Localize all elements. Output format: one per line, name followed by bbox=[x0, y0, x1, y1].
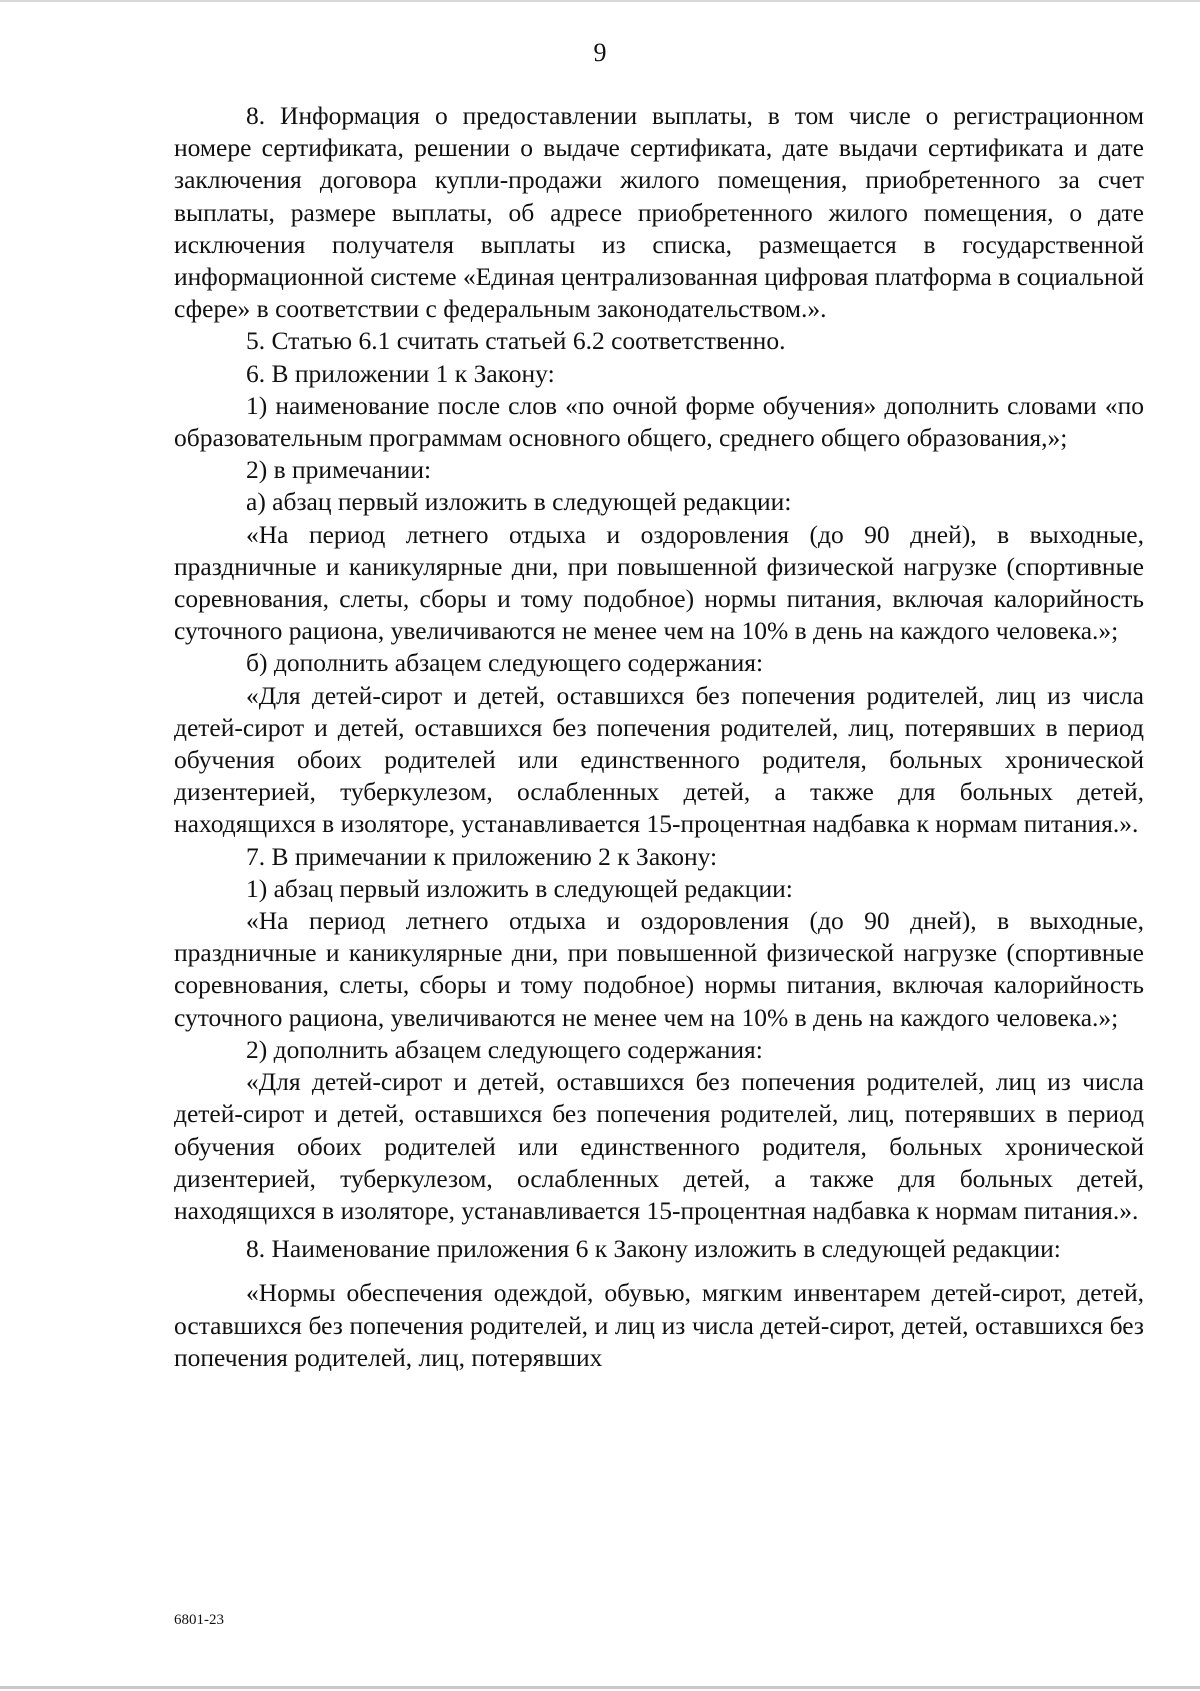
paragraph-item-7-appendix-2: 7. В примечании к приложению 2 к Закону: bbox=[246, 841, 718, 871]
scan-edge-bottom bbox=[0, 1686, 1200, 1689]
paragraph-subitem-1-first-para: 1) абзац первый изложить в следующей редакции: bbox=[246, 873, 793, 903]
paragraph-quote-summer-rest-2: «На период летнего отдыха и оздоровления (до 90 дней), в выходные, праздничные и каникулярные дни, при повышенной физической нагрузке (спортивные соревнования, слеты, сборы и тому подобное) нормы питания, включая калорийность суточного рациона, увеличиваются не менее чем на 10% в день на каждого человека.»; bbox=[174, 906, 1144, 1032]
document-body bbox=[174, 100, 1144, 1374]
paragraph-item-8-information: 8. Информация о предоставлении выплаты, в том числе о регистрационном номере сертификата, решении о выдаче сертификата, дате выдачи сертификата и дате заключения договора купли-продажи жилого помещения, приобретенного за счет выплаты, размере выплаты, об адресе приобретенного жилого помещения, о дате исключения получателя выплаты из списка, размещается в государственной информационной системе «Единая централизованная цифровая платформа в социальной сфере» в соответствии с федеральным законодательством.». bbox=[174, 101, 1144, 324]
paragraph-subitem-b: б) дополнить абзацем следующего содержания: bbox=[246, 648, 764, 678]
paragraph-quote-norms: «Нормы обеспечения одеждой, обувью, мягким инвентарем детей-сирот, детей, оставшихся без попечения родителей, и лиц из числа детей-сирот, детей, оставшихся без попечения родителей, лиц, потерявших bbox=[174, 1278, 1144, 1372]
paragraph-item-5-article: 5. Статью 6.1 считать статьей 6.2 соответственно. bbox=[246, 326, 786, 356]
paragraph-subitem-1-name: 1) наименование после слов «по очной форме обучения» дополнить словами «по образовательным программам основного общего, среднего общего образования,»; bbox=[174, 390, 1144, 453]
scan-edge-top bbox=[0, 0, 1200, 2]
paragraph-item-8-appendix-6: 8. Наименование приложения 6 к Закону изложить в следующей редакции: bbox=[246, 1234, 1061, 1264]
paragraph-subitem-2-note: 2) в примечании: bbox=[246, 455, 432, 485]
paragraph-subitem-a: а) абзац первый изложить в следующей редакции: bbox=[246, 487, 792, 517]
page-number: 9 bbox=[593, 38, 607, 67]
paragraph-quote-summer-rest-1: «На период летнего отдыха и оздоровления (до 90 дней), в выходные, праздничные и каникулярные дни, при повышенной физической нагрузке (спортивные соревнования, слеты, сборы и тому подобное) нормы питания, включая калорийность суточного рациона, увеличиваются не менее чем на 10% в день на каждого человека.»; bbox=[174, 519, 1144, 646]
paragraph-quote-orphans-1: «Для детей-сирот и детей, оставшихся без попечения родителей, лиц из числа детей-сирот и детей, оставшихся без попечения родителей, лиц, потерявших в период обучения обоих родителей или единственного родителя, больных хронической дизентерией, туберкулезом, ослабленных детей, а также для больных детей, находящихся в изоляторе, устанавливается 15-процентная надбавка к нормам питания.». bbox=[174, 680, 1144, 839]
paragraph-quote-orphans-2: «Для детей-сирот и детей, оставшихся без попечения родителей, лиц из числа детей-сирот и детей, оставшихся без попечения родителей, лиц, потерявших в период обучения обоих родителей или единственного родителя, больных хронической дизентерией, туберкулезом, ослабленных детей, а также для больных детей, находящихся в изоляторе, устанавливается 15-процентная надбавка к нормам питания.». bbox=[174, 1067, 1144, 1225]
paragraph-subitem-2-add: 2) дополнить абзацем следующего содержания: bbox=[246, 1034, 763, 1064]
paragraph-item-6-appendix-1: 6. В приложении 1 к Закону: bbox=[246, 358, 555, 388]
document-code: 6801-23 bbox=[174, 1612, 224, 1628]
